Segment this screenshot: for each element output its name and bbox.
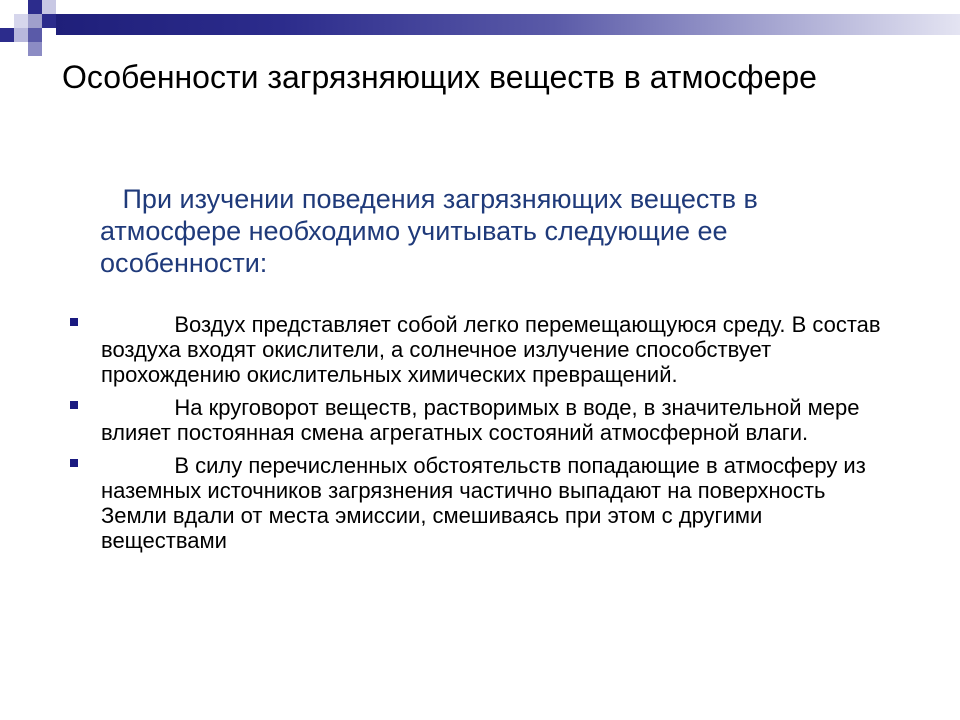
deco-square — [14, 14, 28, 28]
header-gradient-bar — [56, 14, 960, 35]
deco-square — [28, 28, 42, 42]
bullet-text: Воздух представляет собой легко перемещающуюся среду. В состав воздуха входят окислители, а солнечное излучение способствует прохождению окислительных химических превращений. — [101, 312, 887, 387]
deco-square — [28, 14, 42, 28]
list-item — [62, 395, 892, 445]
intro-text: При изучении поведения загрязняющих веществ в атмосфере необходимо учитывать следующие ее особенности: — [100, 184, 766, 278]
list-item — [62, 312, 892, 387]
deco-square — [28, 42, 42, 56]
list-item — [62, 453, 892, 553]
square-bullet-icon — [70, 401, 78, 409]
deco-square — [42, 0, 56, 14]
bullet-text: В силу перечисленных обстоятельств попадающие в атмосферу из наземных источников загрязнения частично выпадают на поверхность Земли вдали от места эмиссии, смешиваясь при этом с другими веществами — [101, 453, 872, 553]
deco-square — [28, 0, 42, 14]
bullet-list — [62, 312, 892, 561]
deco-square — [14, 28, 28, 42]
square-bullet-icon — [70, 318, 78, 326]
square-bullet-icon — [70, 459, 78, 467]
slide-title: Особенности загрязняющих веществ в атмосфере — [62, 59, 817, 95]
deco-square — [42, 14, 56, 28]
bullet-text: На круговорот веществ, растворимых в воде, в значительной мере влияет постоянная смена агрегатных состояний атмосферной влаги. — [101, 395, 866, 445]
deco-square — [0, 28, 14, 42]
